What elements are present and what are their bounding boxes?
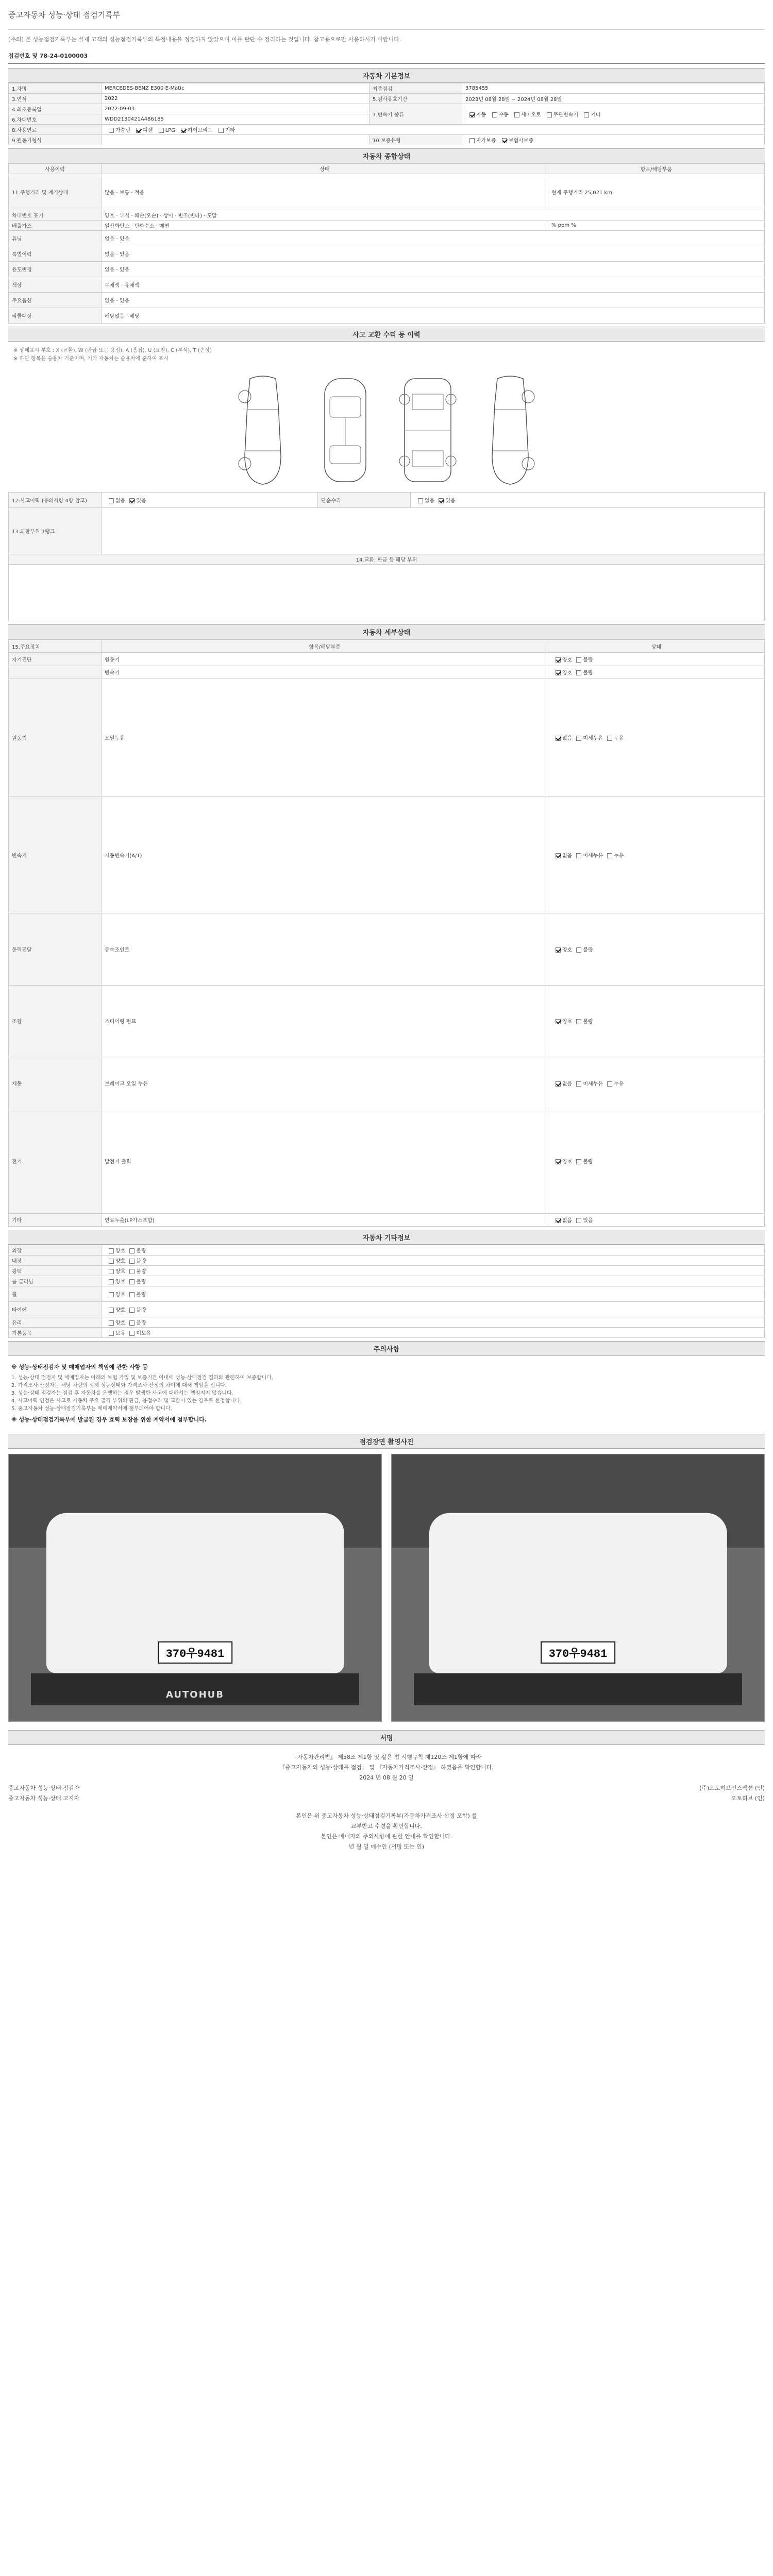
checkbox-good[interactable] (109, 1259, 114, 1264)
photos-section-title: 점검장면 촬영사진 (8, 1434, 765, 1449)
notes-line-1: 1. 성능·상태 점검자 및 매매업자는 아래의 보험 가입 및 보증기간 이내에 성능·상태점검 결과와 관련하여 보증합니다. (11, 1375, 273, 1381)
checkbox-bad[interactable] (576, 670, 581, 675)
other-gloss: 광택 (9, 1266, 102, 1276)
group-steering: 조향 (9, 985, 102, 1057)
other-cleaning-state: 양호 불량 (102, 1276, 765, 1286)
options-label: 주요옵션 (9, 293, 102, 308)
other-glass: 유리 (9, 1317, 102, 1328)
notice-text: [주의] 본 성능점검기록부는 실제 고객의 성능점검기록부의 특정내용을 정정하지 않았으며 이를 판단 수 정리하는 것입니다. 참고용으로만 사용하시기 바랍니다. (8, 36, 401, 43)
checkbox-good[interactable] (556, 670, 561, 675)
checkbox-gasoline[interactable] (109, 128, 114, 133)
emission-label: 배출가스 (9, 221, 102, 231)
accident-status: 없음 있음 (102, 493, 318, 508)
license-plate-rear: 370우9481 (541, 1641, 616, 1664)
item-generator: 발전기 출력 (102, 1109, 548, 1213)
year-value: 2022 (102, 94, 369, 104)
other-basic-state: 보유 미보유 (102, 1328, 765, 1338)
usage-change-label: 용도변경 (9, 262, 102, 277)
photo-front (8, 1454, 382, 1722)
state-fuel-leak: 없음 있음 (548, 1213, 765, 1226)
color-status: 무채색 · 유채색 (102, 277, 765, 293)
accident-label: 12.사고이력 (유의사항 4항 참고) (9, 493, 102, 508)
validity-label: 5.검사유효기간 (369, 94, 462, 104)
notes-section-title: 주의사항 (8, 1341, 765, 1356)
state-at: 없음 미세누유 누유 (548, 796, 765, 913)
checkbox-semi[interactable] (514, 112, 519, 117)
state-brake: 없음 미세누유 누유 (548, 1057, 765, 1109)
checkbox-none[interactable] (556, 736, 561, 741)
checkbox-good[interactable] (109, 1269, 114, 1274)
item-brake-oil: 브레이크 오일 누유 (102, 1057, 548, 1109)
vin-mark-status: 양호 · 부식 · 훼손(오손) · 상이 · 변조(변타) · 도말 (102, 210, 765, 221)
signature-section-title: 서명 (8, 1730, 765, 1745)
notes-body (8, 1356, 765, 1431)
notes-footer: ※ 성능·상태점검기록부에 발급된 경우 효력 보장을 위한 계약서에 첨부합니다. (11, 1416, 207, 1423)
top-bar (8, 0, 765, 30)
checkbox-minor[interactable] (576, 1081, 581, 1087)
detail-col-item: 항목/해당부품 (102, 640, 548, 653)
frame-label: 14.교환, 판금 등 해당 부위 (9, 554, 765, 565)
group-transmission: 변속기 (9, 796, 102, 913)
checkbox-self-warranty[interactable] (469, 138, 475, 143)
checkbox-good[interactable] (109, 1308, 114, 1313)
state-steering: 양호 불량 (548, 985, 765, 1057)
checkbox-good[interactable] (109, 1279, 114, 1284)
checkbox-leak[interactable] (607, 853, 612, 858)
photo-area (8, 1449, 765, 1727)
other-interior-state: 양호 불량 (102, 1256, 765, 1266)
checkbox-minor[interactable] (576, 736, 581, 741)
final-inspection-value: 3785455 (462, 83, 765, 94)
state-engine-diag: 양호 불량 (548, 653, 765, 666)
checkbox-repair-yes[interactable] (439, 498, 444, 503)
checkbox-good[interactable] (556, 1019, 561, 1024)
appraiser-value: 오토허브 (인) (731, 1795, 765, 1802)
checkbox-insurer-warranty[interactable] (502, 138, 507, 143)
checkbox-bad[interactable] (576, 1019, 581, 1024)
item-engine-diag: 원동기 (102, 653, 548, 666)
checkbox-good[interactable] (109, 1320, 114, 1326)
checkbox-bad[interactable] (129, 1331, 135, 1336)
checkbox-bad[interactable] (129, 1308, 135, 1313)
doc-number-label: 점검번호 및 (8, 53, 38, 59)
appraiser-label: 중고자동차 성능·상태 고지자 (8, 1795, 80, 1802)
doc-number (8, 48, 765, 64)
signature-line1: 『자동차관리법』 제58조 제1항 및 같은 법 시행규칙 제120조 제1항에 따라 (291, 1754, 482, 1760)
car-top-diagram (394, 374, 461, 487)
checkbox-bad[interactable] (129, 1320, 135, 1326)
overall-table (8, 163, 765, 324)
basic-section-title: 자동차 기본정보 (8, 68, 765, 83)
photo-rear (391, 1454, 765, 1722)
other-exterior: 외장 (9, 1245, 102, 1256)
other-tire: 타이어 (9, 1302, 102, 1317)
special-history-label: 특별이력 (9, 246, 102, 262)
notes-line-4: 4. 사고이력 인정은 사고로 자동차 주요 골격 부위의 판금, 용접수리 및 교환이 있는 경우로 한정합니다. (11, 1398, 242, 1404)
color-label: 색상 (9, 277, 102, 293)
car-right-side-diagram (477, 374, 544, 487)
checkbox-good[interactable] (556, 657, 561, 663)
item-cv-joint: 등속조인트 (102, 913, 548, 985)
other-basic: 기본품목 (9, 1328, 102, 1338)
odometer-label: 11.주행거리 및 계기상태 (9, 174, 102, 210)
notes-line-2: 2. 가격조사·산정자는 해당 차량의 실제 성능상태와 가격조사·산정의 차이에 대해 책임을 집니다. (11, 1383, 227, 1388)
checkbox-minor[interactable] (576, 853, 581, 858)
item-oil-leak: 오일누유 (102, 679, 548, 796)
checkbox-accident-no[interactable] (109, 498, 114, 503)
checkbox-accident-yes[interactable] (129, 498, 135, 503)
overall-header-status: 상태 (102, 164, 548, 174)
license-plate-front: 370우9481 (158, 1641, 233, 1664)
basic-info-table (8, 83, 765, 145)
inspector-row (8, 1783, 765, 1793)
first-reg-label: 4.최초등록일 (9, 104, 102, 114)
checkbox-good[interactable] (556, 947, 561, 953)
checkbox-bad[interactable] (129, 1259, 135, 1264)
checkbox-auto[interactable] (469, 112, 475, 117)
checkbox-bad[interactable] (576, 947, 581, 953)
checkbox-none[interactable] (556, 1218, 561, 1223)
notes-line-5: 5. 중고자동차 성능·상태점검기록부는 매매계약서에 첨부되어야 합니다. (11, 1406, 172, 1412)
other-interior: 내장 (9, 1256, 102, 1266)
checkbox-bad[interactable] (129, 1248, 135, 1253)
emission-extra: % ppm % (548, 221, 765, 231)
emission-status: 일산화탄소 · 탄화수소 · 매연 (102, 221, 548, 231)
tuning-status: 없음 · 있음 (102, 231, 765, 246)
doc-number-value: 78-24-0100003 (39, 53, 88, 59)
checkbox-bad[interactable] (129, 1269, 135, 1274)
checkbox-bad[interactable] (576, 657, 581, 663)
group-brake: 제동 (9, 1057, 102, 1109)
odometer-status: 많음 · 보통 · 적음 (102, 174, 548, 210)
inspector-label: 중고자동차 성능·상태 점검자 (8, 1785, 80, 1791)
item-trans-diag: 변속기 (102, 666, 548, 679)
checkbox-leak[interactable] (607, 1081, 612, 1087)
item-at: 자동변속기(A/T) (102, 796, 548, 913)
damage-section-title: 사고 교환 수리 등 이력 (8, 327, 765, 342)
other-tire-state: 양호 불량 (102, 1302, 765, 1317)
other-section-title: 자동차 기타정보 (8, 1230, 765, 1245)
state-trans-diag: 양호 불량 (548, 666, 765, 679)
photo-lift (414, 1673, 742, 1705)
options-status: 없음 · 있음 (102, 293, 765, 308)
accident-table (8, 492, 765, 621)
warranty-options: 자가보증 보험사보증 (462, 135, 765, 145)
car-left-side-diagram (229, 374, 296, 487)
first-reg-value: 2022-09-03 (102, 104, 369, 114)
frame-area (9, 565, 765, 621)
recall-label: 리콜대상 (9, 308, 102, 324)
group-self-diag: 자기진단 (9, 653, 102, 666)
warranty-label: 10.보증유형 (369, 135, 462, 145)
other-glass-state: 양호 불량 (102, 1317, 765, 1328)
transmission-label: 7.변속기 종류 (369, 104, 462, 125)
group-power: 동력전달 (9, 913, 102, 985)
odometer-extra: 현재 주행거리 25,021 km (548, 174, 765, 210)
overall-section-title: 자동차 종합상태 (8, 148, 765, 163)
checkbox-bad[interactable] (129, 1292, 135, 1297)
notes-line-3: 3. 성능·상태 점검자는 점검 후 자동차를 운행하는 경우 발생한 사고에 대해서는 책임지지 않습니다. (11, 1391, 233, 1396)
recall-status: 해당없음 · 해당 (102, 308, 765, 324)
damage-legend-line2: ※ 하단 항목은 승용차 기준이며, 기타 자동차는 승용차에 준하여 표시 (13, 356, 169, 362)
checkbox-good[interactable] (109, 1248, 114, 1253)
checkbox-bad[interactable] (129, 1279, 135, 1284)
detail-col-main: 15.주요장치 (9, 640, 102, 653)
damage-legend-line1: ※ 상태표시 부호 : X (교환), W (판금 또는 용접), A (흠집), U (요철), C (부식), T (손상) (13, 348, 212, 353)
document-title: 중고자동차 성능·상태 점검기록부 (8, 10, 121, 20)
checkbox-good[interactable] (109, 1292, 114, 1297)
checkbox-fuel-other[interactable] (219, 128, 224, 133)
detail-table (8, 639, 765, 1227)
vin-value: WDD2130421A486185 (102, 114, 369, 125)
special-history-status: 없음 · 있음 (102, 246, 765, 262)
checkbox-good[interactable] (109, 1331, 114, 1336)
group-blank (9, 666, 102, 679)
item-fuel-leak: 연료누출(LP가스포함) (102, 1213, 548, 1226)
validity-value: 2023년 08월 28일 ~ 2024년 08월 28일 (462, 94, 765, 104)
overall-header-history: 사용이력 (9, 164, 102, 174)
receipt-sign: 년 월 일 매수인 (서명 또는 인) (348, 1843, 425, 1850)
other-wheel: 휠 (9, 1286, 102, 1302)
signature-date: 2024 년 08 월 20 일 (359, 1774, 414, 1781)
state-electric: 양호 불량 (548, 1109, 765, 1213)
car-name-label: 1.차명 (9, 83, 102, 94)
tuning-label: 튜닝 (9, 231, 102, 246)
appraiser-row (8, 1793, 765, 1804)
fuel-options: 가솔린 디젤 LPG 하이브리드 기타 (102, 125, 765, 135)
receipt-line3: 본인은 매매자의 주의사항에 관한 안내를 확인합니다. (321, 1833, 452, 1840)
year-label: 3.연식 (9, 94, 102, 104)
detail-col-state: 상태 (548, 640, 765, 653)
checkbox-bad[interactable] (576, 1159, 581, 1164)
fuel-label: 8.사용연료 (9, 125, 102, 135)
checkbox-cvt[interactable] (547, 112, 552, 117)
checkbox-none[interactable] (556, 853, 561, 858)
checkbox-good[interactable] (556, 1159, 561, 1164)
other-exterior-state: 양호 불량 (102, 1245, 765, 1256)
other-gloss-state: 양호 불량 (102, 1266, 765, 1276)
car-name-value: MERCEDES-BENZ E300 E-Matic (102, 83, 369, 94)
transmission-options: 자동 수동 세미오토 무단변속기 기타 (462, 104, 765, 125)
vin-mark-label: 차대번호 표기 (9, 210, 102, 221)
item-steering-pump: 스티어링 펌프 (102, 985, 548, 1057)
other-table (8, 1245, 765, 1338)
detail-section-title: 자동차 세부상태 (8, 624, 765, 639)
repair-label: 단순수리 (318, 493, 411, 508)
checkbox-repair-no[interactable] (418, 498, 423, 503)
car-front-diagram (312, 374, 379, 487)
damage-legend (8, 342, 765, 368)
checkbox-lpg[interactable] (159, 128, 164, 133)
final-inspection-label: 최종점검 (369, 83, 462, 94)
other-wheel-state: 양호 불량 (102, 1286, 765, 1302)
signature-area (8, 1745, 765, 1859)
group-other: 기타 (9, 1213, 102, 1226)
repair-status: 없음 있음 (411, 493, 765, 508)
checkbox-other[interactable] (584, 112, 589, 117)
vin-label: 6.차대번호 (9, 114, 102, 125)
overall-header-items: 항목/해당부품 (548, 164, 765, 174)
checkbox-leak[interactable] (607, 736, 612, 741)
checkbox-manual[interactable] (492, 112, 497, 117)
checkbox-diesel[interactable] (136, 128, 141, 133)
engine-value (102, 135, 369, 145)
notes-heading: ※ 성능·상태점검자 및 매매업자의 책임에 관한 사항 등 (11, 1364, 148, 1370)
inspector-value: (주)오토허브인스펙션 (인) (699, 1785, 765, 1791)
engine-label: 9.원동기형식 (9, 135, 102, 145)
lift-label: AUTOHUB (166, 1689, 224, 1700)
state-oil-leak: 없음 미세누유 누유 (548, 679, 765, 796)
state-cv: 양호 불량 (548, 913, 765, 985)
signature-line2: 『중고자동차의 성능·상태를 점검』 및 『자동차가격조사·산정』 하였음을 확인합니다. (279, 1764, 494, 1771)
checkbox-hybrid[interactable] (181, 128, 186, 133)
rank-area (102, 508, 765, 554)
rank-label: 13.외판부위 1랭크 (9, 508, 102, 554)
checkbox-exists[interactable] (576, 1218, 581, 1223)
car-diagram-area (8, 368, 765, 492)
usage-change-status: 없음 · 있음 (102, 262, 765, 277)
group-engine: 원동기 (9, 679, 102, 796)
receipt-line1: 본인은 위 중고자동차 성능·상태점검기록부(자동차가격조사·산정 포함) 를 (296, 1812, 477, 1819)
group-electric: 전기 (9, 1109, 102, 1213)
other-cleaning: 룸 클리닝 (9, 1276, 102, 1286)
receipt-line2: 교부받고 수령을 확인합니다. (350, 1823, 422, 1829)
checkbox-none[interactable] (556, 1081, 561, 1087)
